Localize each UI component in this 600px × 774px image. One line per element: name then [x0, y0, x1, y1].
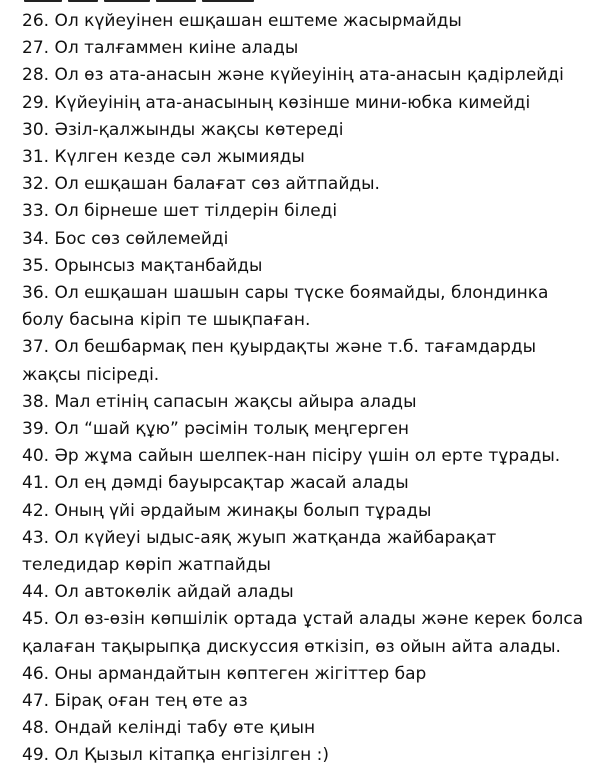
list-item: 28. Ол өз ата-анасын және күйеуінің ата-анасын қадірлейді	[22, 65, 564, 86]
list-item: 27. Ол талғаммен киіне алады	[22, 38, 299, 59]
list-item: 39. Ол “шай құю” рәсімін толық меңгерген	[22, 419, 410, 440]
list-item: 37. Ол бешбармақ пен қуырдақты және т.б. тағамдарды жақсы пісіреді.	[22, 337, 537, 385]
list-item: 29. Күйеуінің ата-анасының көзінше мини-юбка кимейді	[22, 92, 531, 113]
list-item: 47. Бірақ оған тең өте аз	[22, 691, 248, 712]
list-item: 41. Ол ең дәмді бауырсақтар жасай алады	[22, 473, 409, 494]
numbered-list	[22, 8, 594, 770]
list-item: 35. Орынсыз мақтанбайды	[22, 255, 263, 276]
list-item: 34. Бос сөз сөйлемейді	[22, 228, 229, 249]
list-item: 30. Әзіл-қалжынды жақсы көтереді	[22, 119, 344, 140]
list-item: 49. Ол Қызыл кітапқа енгізілген :)	[22, 745, 329, 766]
list-item: 45. Ол өз-өзін көпшілік ортада ұстай алады және керек болса қалаған тақырыпқа дискуссия өткізіп, өз ойын айта алады.	[22, 609, 584, 657]
list-item: 26. Ол күйеуінен ешқашан ештеме жасырмайды	[22, 11, 462, 31]
list-item: 40. Әр жұма сайын шелпек-нан пісіру үшін ол ерте тұрады.	[22, 446, 561, 467]
list-item: 46. Оны армандайтын көптеген жігіттер бар	[22, 663, 427, 684]
list-item: 43. Ол күйеуі ыдыс-аяқ жуып жатқанда жайбарақат теледидар көріп жатпайды	[22, 527, 497, 576]
list-item: 42. Оның үйі әрдайым жинақы болып тұрады	[22, 500, 432, 521]
list-item: 38. Мал етінің сапасын жақсы айыра алады	[22, 391, 417, 412]
list-item: 32. Ол ешқашан балағат сөз айтпайды.	[22, 174, 380, 195]
cropped-previous-line	[24, 0, 264, 6]
list-item: 31. Күлген кезде сәл жымияды	[22, 147, 305, 168]
list-item: 44. Ол автокөлік айдай алады	[22, 582, 294, 603]
list-item: 36. Ол ешқашан шашын сары түске боямайды, блондинка болу басына кіріп те шықпаған.	[22, 283, 549, 331]
list-item: 33. Ол бірнеше шет тілдерін біледі	[22, 201, 338, 222]
list-item: 48. Ондай келінді табу өте қиын	[22, 718, 316, 739]
